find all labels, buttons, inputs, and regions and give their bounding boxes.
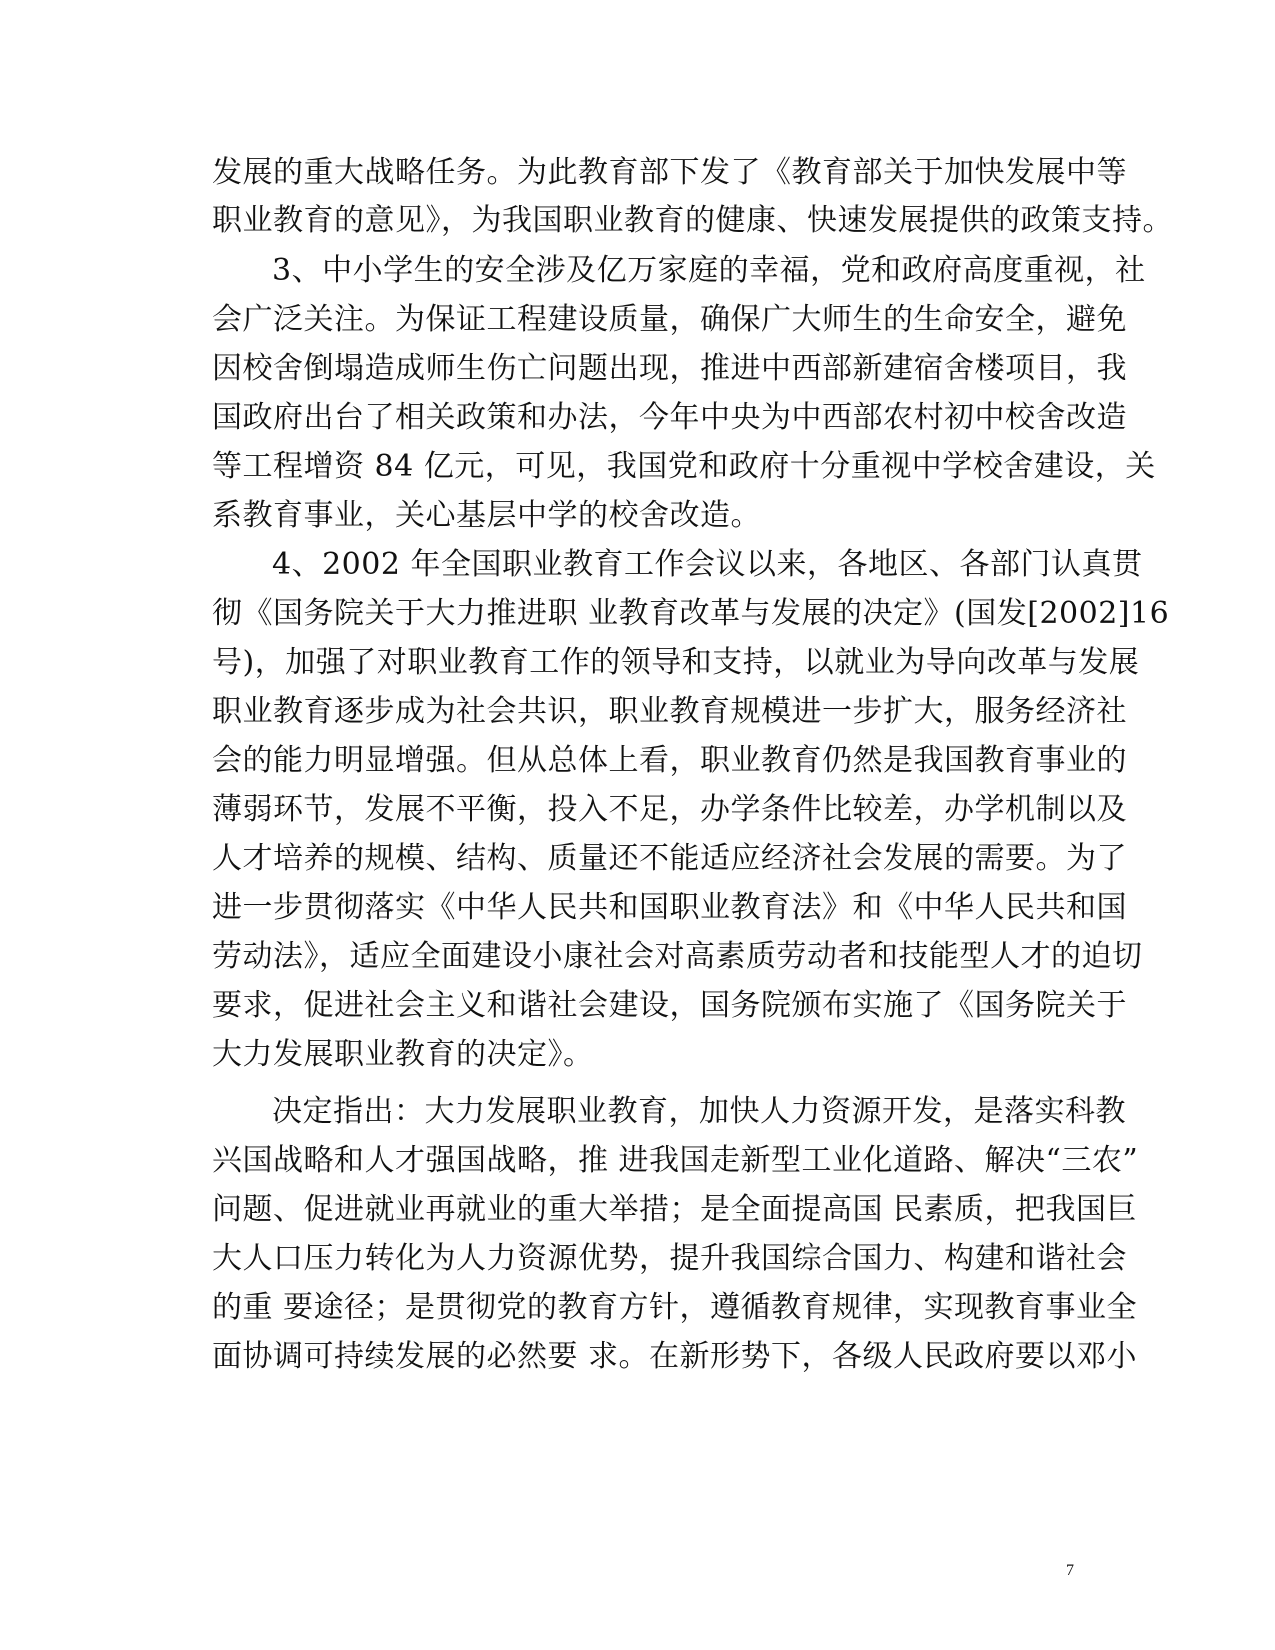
text-line: 兴国战略和人才强国战略，推 进我国走新型工业化道路、解决“三农” — [212, 1143, 1139, 1178]
text-line: 人才培养的规模、结构、质量还不能适应经济社会发展的需要。为了 — [212, 841, 1127, 876]
page-number: 7 — [1066, 1562, 1074, 1579]
text-line: 彻《国务院关于大力推进职 业教育改革与发展的决定》(国发[2002]16 — [212, 596, 1170, 631]
text-line: 职业教育逐步成为社会共识，职业教育规模进一步扩大，服务经济社 — [212, 694, 1127, 729]
text-line: 会的能力明显增强。但从总体上看，职业教育仍然是我国教育事业的 — [212, 743, 1127, 778]
text-line: 的重 要途径；是贯彻党的教育方针，遵循教育规律，实现教育事业全 — [212, 1290, 1138, 1325]
text-line: 系教育事业，关心基层中学的校舍改造。 — [212, 498, 761, 533]
text-line: 等工程增资 84 亿元，可见，我国党和政府十分重视中学校舍建设，关 — [212, 449, 1156, 484]
text-line: 号)，加强了对职业教育工作的领导和支持，以就业为导向改革与发展 — [212, 645, 1140, 680]
text-line: 因校舍倒塌造成师生伤亡问题出现，推进中西部新建宿舍楼项目，我 — [212, 351, 1127, 386]
text-line: 国政府出台了相关政策和办法，今年中央为中西部农村初中校舍改造 — [212, 400, 1127, 435]
text-line: 要求，促进社会主义和谐社会建设，国务院颁布实施了《国务院关于 — [212, 988, 1127, 1023]
text-line: 劳动法》，适应全面建设小康社会对高素质劳动者和技能型人才的迫切 — [212, 939, 1143, 974]
text-line: 决定指出：大力发展职业教育，加快人力资源开发，是落实科教 — [272, 1094, 1126, 1129]
text-line: 进一步贯彻落实《中华人民共和国职业教育法》和《中华人民共和国 — [212, 890, 1127, 925]
text-line: 职业教育的意见》，为我国职业教育的健康、快速发展提供的政策支持。 — [212, 203, 1173, 238]
text-line: 4、2002 年全国职业教育工作会议以来，各地区、各部门认真贯 — [272, 547, 1143, 582]
text-line: 3、中小学生的安全涉及亿万家庭的幸福，党和政府高度重视，社 — [272, 253, 1146, 288]
text-line: 问题、促进就业再就业的重大举措；是全面提高国 民素质，把我国巨 — [212, 1192, 1138, 1227]
text-line: 面协调可持续发展的必然要 求。在新形势下，各级人民政府要以邓小 — [212, 1339, 1138, 1374]
text-line: 大人口压力转化为人力资源优势，提升我国综合国力、构建和谐社会 — [212, 1241, 1127, 1276]
text-line: 会广泛关注。为保证工程建设质量，确保广大师生的生命安全，避免 — [212, 302, 1127, 337]
text-line: 大力发展职业教育的决定》。 — [212, 1037, 594, 1072]
text-line: 薄弱环节，发展不平衡，投入不足，办学条件比较差，办学机制以及 — [212, 792, 1127, 827]
text-line: 发展的重大战略任务。为此教育部下发了《教育部关于加快发展中等 — [212, 155, 1127, 190]
